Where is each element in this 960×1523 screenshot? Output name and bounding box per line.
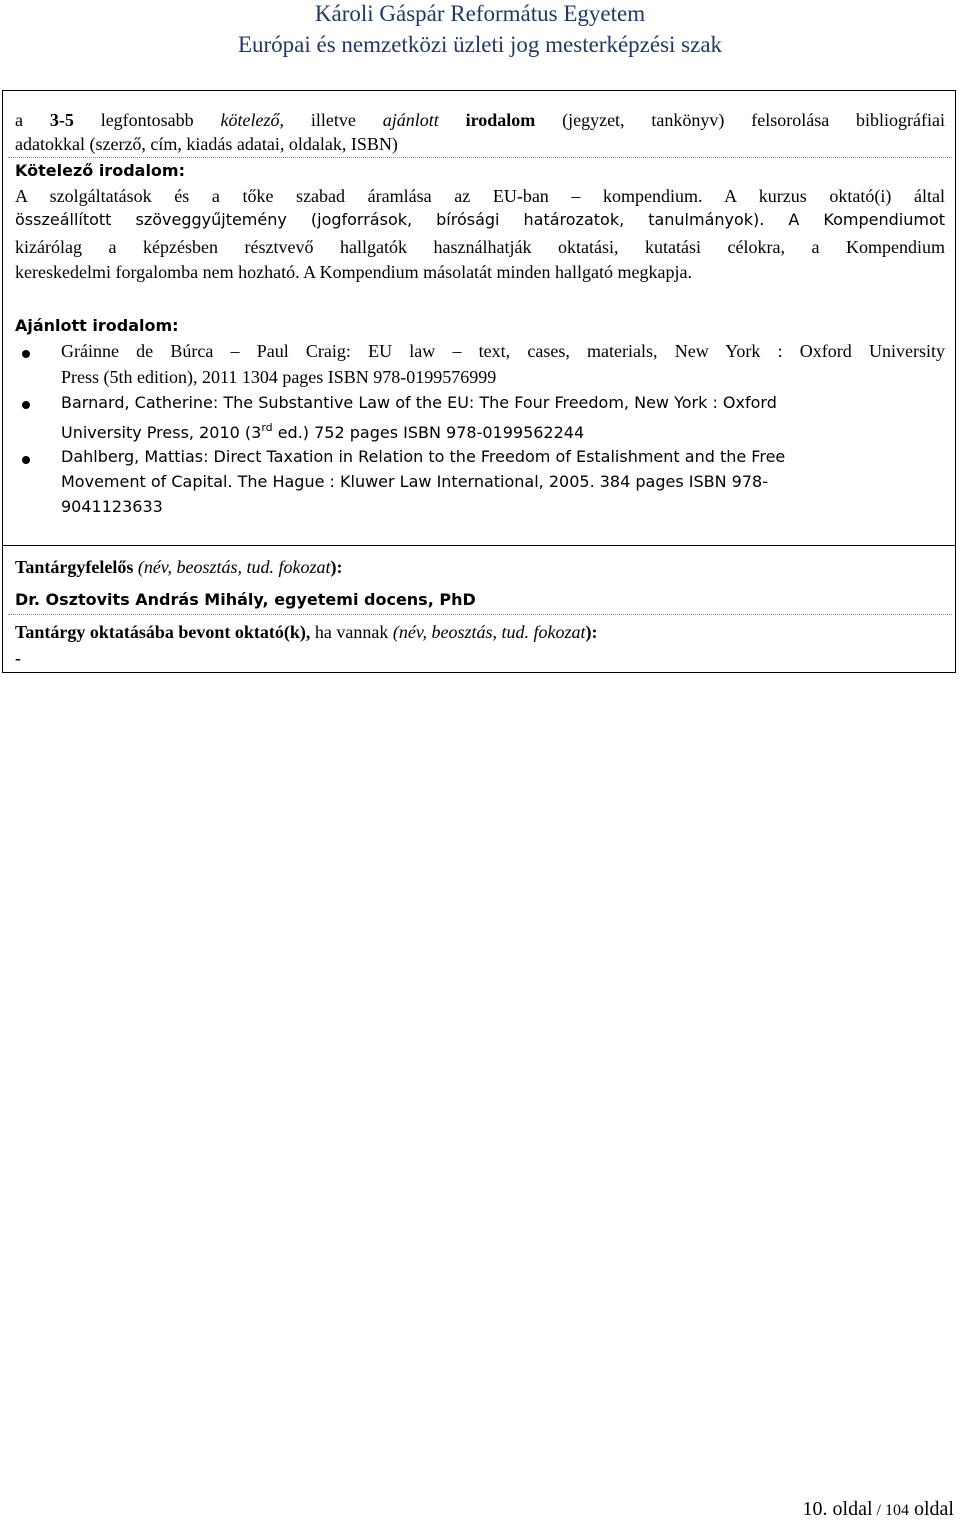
instructors-value: - [15,648,21,668]
recommended-item-3-cont: Movement of Capital. The Hague : Kluwer Law International, 2005. 384 pages ISBN 978- [61,472,768,491]
divider [8,614,952,615]
recommended-item-2: Barnard, Catherine: The Substantive Law of the EU: The Four Freedom, New York : Oxford [61,393,777,412]
required-literature-text: A szolgáltatások és a tőke szabad áramlása az EU-ban – kompendium. A kurzus oktató(i) által [15,186,945,206]
page-number: 10. oldal / 104 oldal [802,1498,954,1520]
required-literature-text: összeállított szöveggyűjtemény (jogforrások, bírósági határozatok, tanulmányok). A Kompendiumot [15,210,945,229]
recommended-item-3: Dahlberg, Mattias: Direct Taxation in Relation to the Freedom of Estalishment and the Free [61,447,786,466]
recommended-item-2-cont: University Press, 2010 (3rd ed.) 752 pages ISBN 978-0199562244 [61,421,585,442]
literature-intro: a 3-5 legfontosabb kötelező, illetve ajánlott irodalom (jegyzet, tankönyv) felsorolása bibliográfiai [15,110,946,130]
required-literature-text: kereskedelmi forgalomba nem hozható. A Kompendium másolatát minden hallgató megkapja. [15,262,692,282]
recommended-item-1: Gráinne de Búrca – Paul Craig: EU law – text, cases, materials, New York : Oxford University [61,341,945,361]
recommended-literature-heading: Ajánlott irodalom: [15,316,179,335]
literature-intro-line2: adatokkal (szerző, cím, kiadás adatai, oldalak, ISBN) [15,134,398,154]
university-name: Károli Gáspár Református Egyetem [314,1,646,26]
required-literature-heading: Kötelező irodalom: [15,161,185,180]
instructors-label: Tantárgy oktatásába bevont oktató(k), ha vannak (név, beosztás, tud. fokozat): [15,622,598,642]
divider [2,545,956,546]
bullet-icon [22,401,30,409]
program-name: Európai és nemzetközi üzleti jog mesterképzési szak [237,32,723,57]
divider [8,157,952,158]
responsible-name: Dr. Osztovits András Mihály, egyetemi docens, PhD [15,590,476,609]
required-literature-text: kizárólag a képzésben résztvevő hallgatók használhatják oktatási, kutatási célokra, a Kompendium [15,237,945,257]
recommended-item-3-cont: 9041123633 [61,497,163,516]
bullet-icon [22,456,30,464]
responsible-label: Tantárgyfelelős (név, beosztás, tud. fokozat): [15,557,343,577]
bullet-icon [22,350,30,358]
recommended-item-1-cont: Press (5th edition), 2011 1304 pages ISBN 978-0199576999 [61,367,497,387]
